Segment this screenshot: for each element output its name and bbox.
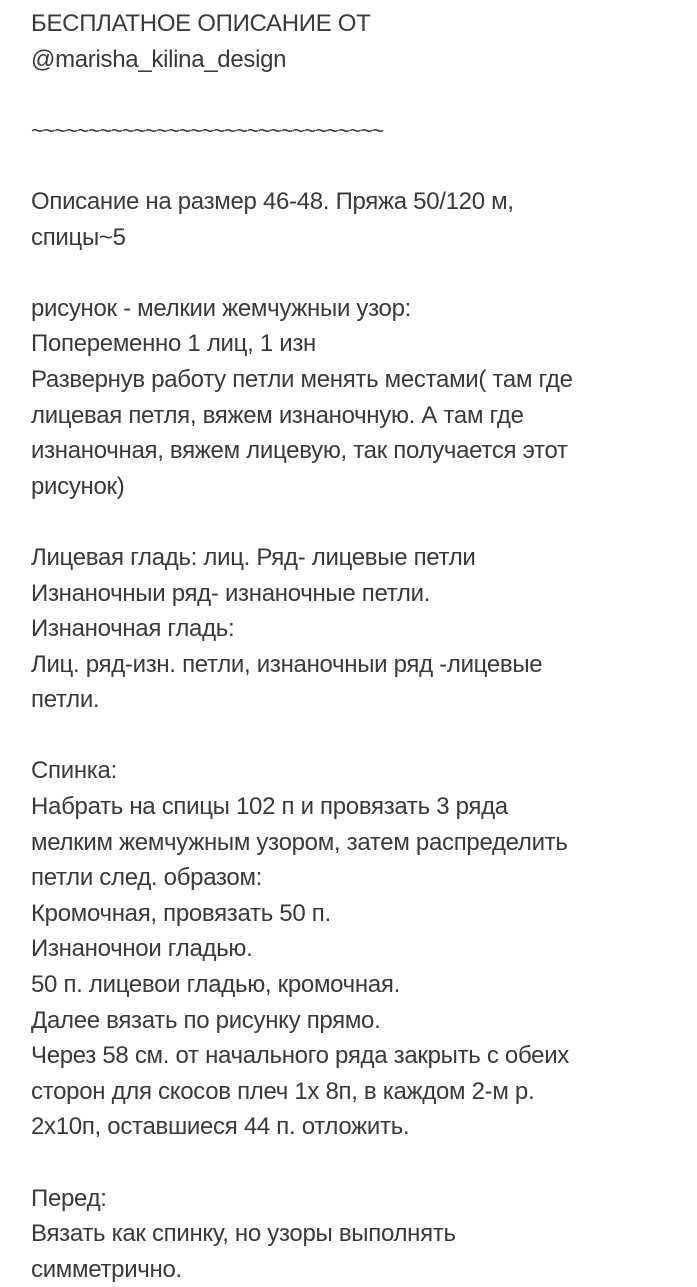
- intro-line: спицы~5: [31, 223, 126, 251]
- spacer: [31, 77, 697, 113]
- back-line: Через 58 см. от начального ряда закрыть с обеих: [31, 1042, 569, 1070]
- back-line: 2х10п, оставшиеся 44 п. отложить.: [31, 1113, 410, 1141]
- spacer: [31, 255, 697, 291]
- stitches-line: петли.: [31, 686, 100, 714]
- front-line: Вязать как спинку, но узоры выполнять: [31, 1220, 456, 1248]
- pattern-line: Попеременно 1 лиц, 1 изн: [31, 330, 316, 358]
- stitches-line: Лицевая гладь: лиц. Ряд- лицевые петли: [31, 543, 476, 571]
- back-line: петли след. образом:: [31, 864, 263, 892]
- pattern-line: рисунок): [31, 472, 125, 500]
- pattern-line: Развернув работу петли менять местами( там где: [31, 365, 573, 393]
- back-heading: Спинка:: [31, 757, 117, 785]
- spacer: [31, 1145, 697, 1181]
- separator: ~~~~~~~~~~~~~~~~~~~~~~~~~~~~~~~: [31, 117, 383, 143]
- spacer: [31, 148, 697, 184]
- front-line: симметрично.: [31, 1255, 182, 1283]
- stitches-line: Лиц. ряд-изн. петли, изнаночныи ряд -лицевые: [31, 650, 543, 678]
- stitches-line: Изнаночныи ряд- изнаночные петли.: [31, 579, 431, 607]
- stitches-line: Изнаночная гладь:: [31, 615, 235, 643]
- back-line: Набрать на спицы 102 п и провязать 3 ряда: [31, 793, 508, 821]
- back-line: Далее вязать по рисунку прямо.: [31, 1006, 381, 1034]
- back-line: сторон для скосов плеч 1х 8п, в каждом 2-м р.: [31, 1077, 535, 1105]
- back-line: 50 п. лицевои гладью, кромочная.: [31, 971, 400, 999]
- header-title: БЕСПЛАТНОЕ ОПИСАНИЕ ОТ: [31, 10, 371, 37]
- author-handle: @marisha_kilina_design: [31, 45, 287, 73]
- spacer: [31, 504, 697, 540]
- back-line: мелким жемчужным узором, затем распределить: [31, 828, 568, 856]
- pattern-line: изнаночная, вяжем лицевую, так получается этот: [31, 437, 568, 465]
- spacer: [31, 718, 697, 754]
- intro-line: Описание на размер 46-48. Пряжа 50/120 м,: [31, 187, 514, 215]
- pattern-line: рисунок - мелкии жемчужныи узор:: [31, 294, 412, 322]
- pattern-line: лицевая петля, вяжем изнаночную. А там где: [31, 401, 524, 429]
- back-line: Изнаночнои гладью.: [31, 935, 253, 963]
- front-heading: Перед:: [31, 1184, 107, 1212]
- back-line: Кромочная, провязать 50 п.: [31, 899, 331, 927]
